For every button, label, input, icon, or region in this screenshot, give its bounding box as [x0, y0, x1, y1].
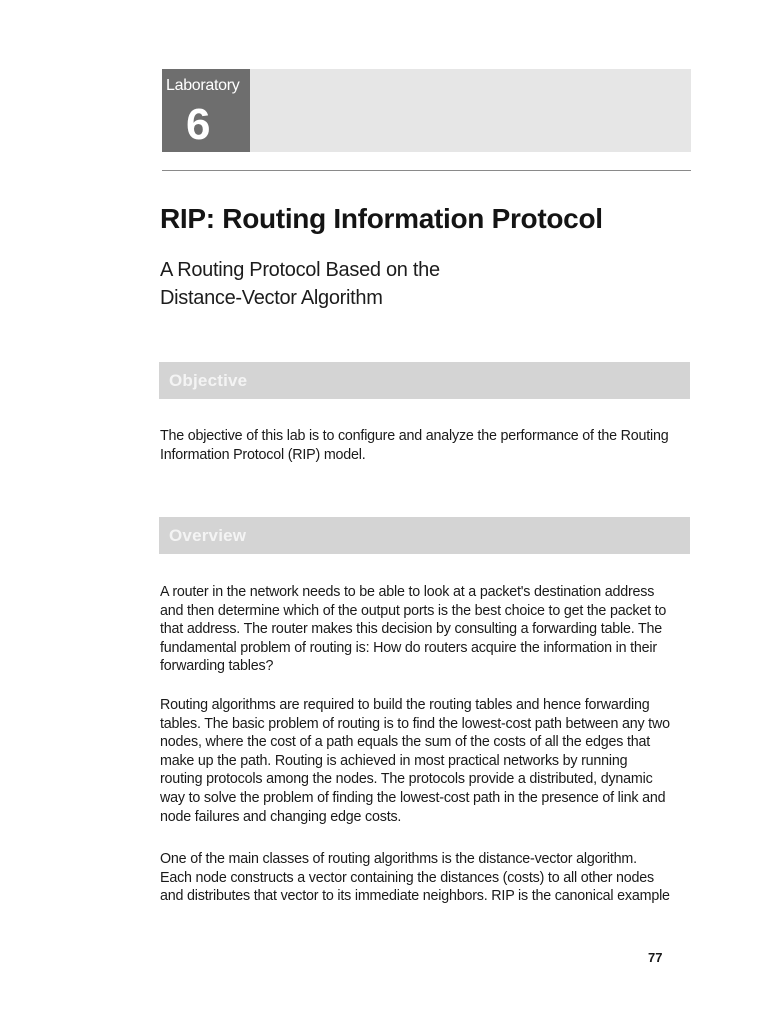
paragraph-line: tables. The basic problem of routing is to find the lowest-cost path between any two [160, 715, 670, 732]
laboratory-badge [162, 69, 250, 152]
overview-paragraph-1 [160, 583, 692, 676]
paragraph-line: The objective of this lab is to configure and analyze the performance of the Routing [160, 428, 669, 444]
objective-paragraph [160, 427, 692, 464]
header-divider [162, 170, 691, 171]
paragraph-line: forwarding tables? [160, 658, 274, 675]
paragraph-line: nodes, where the cost of a path equals the sum of the costs of all the edges that [160, 734, 651, 751]
page-subtitle [160, 256, 440, 312]
paragraph-line: and then determine which of the output ports is the best choice to get the packet to [160, 602, 667, 619]
overview-paragraph-3 [160, 850, 692, 906]
paragraph-line: One of the main classes of routing algorithms is the distance-vector algorithm. [160, 851, 637, 867]
page-title: RIP: Routing Information Protocol [160, 203, 603, 234]
paragraph-line: make up the path. Routing is achieved in most practical networks by running [160, 752, 628, 769]
paragraph-line: Information Protocol (RIP) model. [160, 446, 366, 463]
subtitle-line: A Routing Protocol Based on the [160, 259, 440, 281]
objective-section-header [159, 362, 690, 399]
paragraph-line: A router in the network needs to be able to look at a packet's destination address [160, 584, 655, 600]
paragraph-line: that address. The router makes this decision by consulting a forwarding table. The [160, 621, 663, 638]
paragraph-line: routing protocols among the nodes. The protocols provide a distributed, dynamic [160, 771, 653, 788]
paragraph-line: fundamental problem of routing is: How do routers acquire the information in their [160, 639, 657, 656]
overview-paragraph-2 [160, 696, 692, 826]
paragraph-line: Each node constructs a vector containing the distances (costs) to all other nodes [160, 869, 655, 886]
laboratory-label: Laboratory [166, 77, 240, 94]
objective-heading: Objective [169, 371, 248, 390]
paragraph-line: Routing algorithms are required to build the routing tables and hence forwarding [160, 697, 650, 713]
subtitle-line: Distance-Vector Algorithm [160, 287, 383, 309]
page-number: 77 [648, 950, 663, 965]
paragraph-line: node failures and changing edge costs. [160, 808, 402, 825]
overview-section-header [159, 517, 690, 554]
overview-heading: Overview [169, 526, 247, 545]
laboratory-number: 6 [186, 100, 211, 149]
paragraph-line: way to solve the problem of finding the lowest-cost path in the presence of link and [160, 789, 666, 806]
paragraph-line: and distributes that vector to its immediate neighbors. RIP is the canonical example [160, 888, 670, 905]
